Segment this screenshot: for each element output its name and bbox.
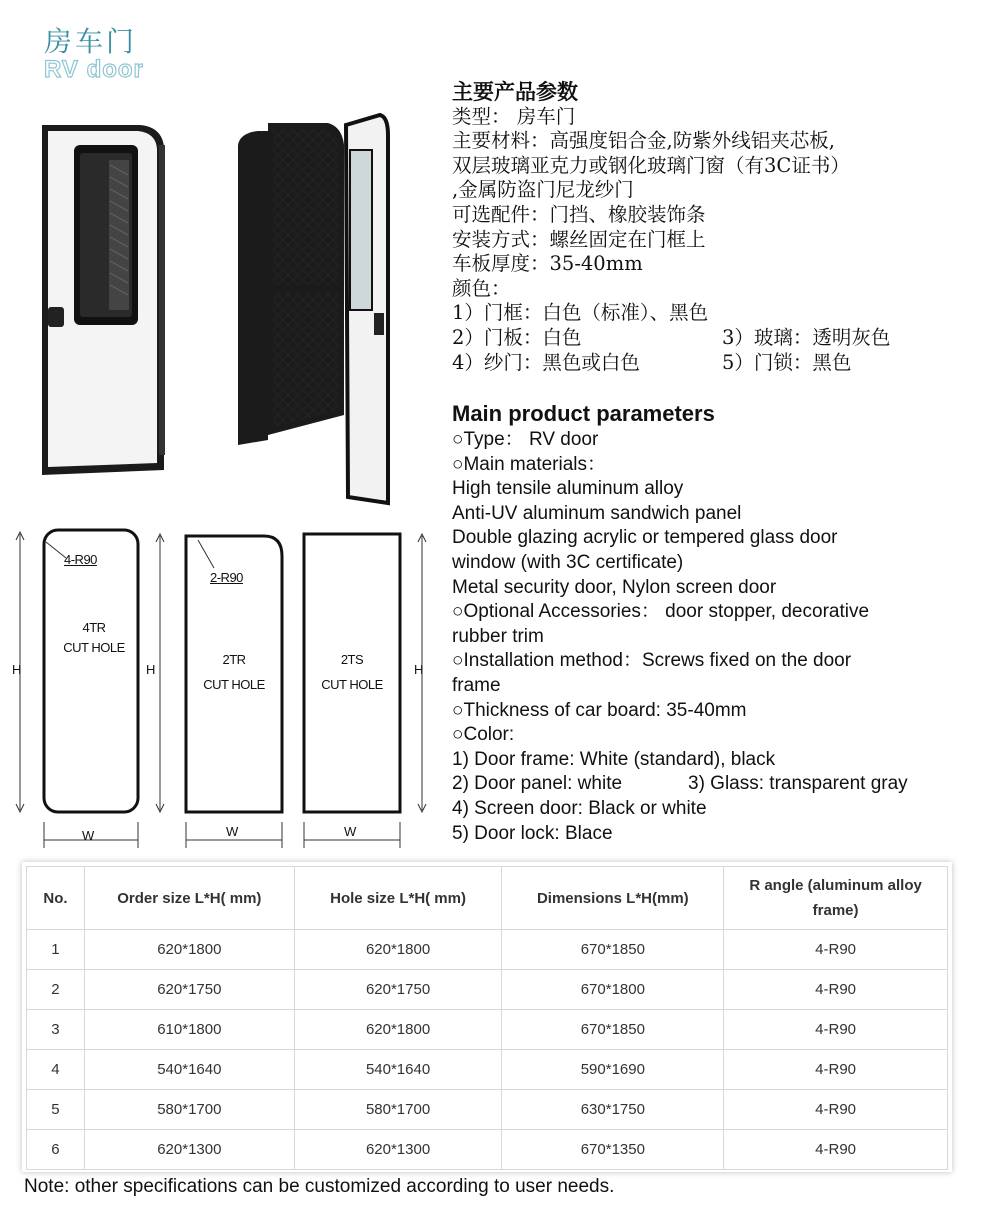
cell-no: 3 xyxy=(27,1010,85,1050)
cell-dimensions: 590*1690 xyxy=(502,1050,724,1090)
corner-radius-label: 2-R90 xyxy=(210,570,243,585)
header-no: No. xyxy=(27,867,85,930)
cn-pair-row xyxy=(452,351,972,376)
cell-hole-size: 620*1800 xyxy=(294,1010,502,1050)
height-label: H xyxy=(146,662,155,677)
table-row xyxy=(27,1130,948,1170)
cell-r-angle: 4-R90 xyxy=(724,1050,948,1090)
cell-dimensions: 670*1850 xyxy=(502,930,724,970)
cell-dimensions: 670*1800 xyxy=(502,970,724,1010)
cell-no: 1 xyxy=(27,930,85,970)
cell-order-size: 620*1300 xyxy=(84,1130,294,1170)
en-line: ○Optional Accessories： door stopper, decorative xyxy=(452,601,870,623)
rv-door-open-image xyxy=(228,105,398,515)
cn-pair-left: 2）门板：白色 xyxy=(452,325,582,349)
header-r-angle: R angle (aluminum alloy frame) xyxy=(724,867,948,930)
en-line: High tensile aluminum alloy xyxy=(452,478,684,500)
cn-pair-right: 3）玻璃：透明灰色 xyxy=(722,325,891,349)
en-line: ○Thickness of car board: 35-40mm xyxy=(452,699,747,721)
cell-dimensions: 670*1350 xyxy=(502,1130,724,1170)
en-line: ○Installation method：Screws fixed on the door xyxy=(452,650,852,672)
en-line: Metal security door, Nylon screen door xyxy=(452,576,777,598)
footnote: Note: other specifications can be customized according to user needs. xyxy=(24,1176,615,1197)
english-parameters xyxy=(452,400,972,846)
cell-hole-size: 620*1750 xyxy=(294,970,502,1010)
cn-line: 双层玻璃亚克力或钢化玻璃门窗（有3C证书） xyxy=(452,153,850,177)
table-row xyxy=(27,1010,948,1050)
en-line: 4) Screen door: Black or white xyxy=(452,797,707,819)
title-english: RV door xyxy=(44,56,144,83)
cn-line: 车板厚度：35-40mm xyxy=(452,252,643,276)
cell-hole-size: 580*1700 xyxy=(294,1090,502,1130)
header-order-size: Order size L*H( mm) xyxy=(84,867,294,930)
cell-order-size: 620*1800 xyxy=(84,930,294,970)
table-row xyxy=(27,1050,948,1090)
en-line: Anti-UV aluminum sandwich panel xyxy=(452,502,742,524)
en-pair-right: 3) Glass: transparent gray xyxy=(688,773,908,795)
en-line: ○Type： RV door xyxy=(452,429,599,450)
chinese-heading: 主要产品参数 xyxy=(452,80,578,104)
cell-order-size: 610*1800 xyxy=(84,1010,294,1050)
cut-hole-text: CUT HOLE xyxy=(203,677,265,692)
header-dimensions: Dimensions L*H(mm) xyxy=(502,867,724,930)
table-row xyxy=(27,970,948,1010)
cn-line: 主要材料：高强度铝合金,防紫外线铝夹芯板, xyxy=(452,129,835,153)
cell-r-angle: 4-R90 xyxy=(724,970,948,1010)
cn-line: 类型： 房车门 xyxy=(452,104,576,128)
rv-door-closed-image xyxy=(30,115,180,485)
cell-no: 2 xyxy=(27,970,85,1010)
en-line: ○Main materials： xyxy=(452,453,607,475)
cell-r-angle: 4-R90 xyxy=(724,930,948,970)
en-line: frame xyxy=(452,674,501,696)
title-chinese: 房车门 xyxy=(44,25,138,58)
cell-no: 6 xyxy=(27,1130,85,1170)
width-label: W xyxy=(344,824,356,839)
en-line: window (with 3C certificate) xyxy=(452,551,684,573)
cell-r-angle: 4-R90 xyxy=(724,1010,948,1050)
chinese-parameters xyxy=(452,80,972,375)
cn-pair-right: 5）门锁：黑色 xyxy=(722,350,852,374)
cell-order-size: 620*1750 xyxy=(84,970,294,1010)
cn-pair-row xyxy=(452,326,972,351)
cell-order-size: 540*1640 xyxy=(84,1050,294,1090)
cell-dimensions: 630*1750 xyxy=(502,1090,724,1130)
spec-table-card xyxy=(22,862,952,1172)
en-line: rubber trim xyxy=(452,625,544,647)
cell-hole-size: 620*1300 xyxy=(294,1130,502,1170)
en-line: Double glazing acrylic or tempered glass door xyxy=(452,527,838,549)
header-hole-size: Hole size L*H( mm) xyxy=(294,867,502,930)
en-line: ○Color: xyxy=(452,724,515,746)
cn-line: 1）门框：白色（标准）、黑色 xyxy=(452,301,709,325)
corner-radius-label: 4-R90 xyxy=(64,552,97,567)
width-label: W xyxy=(226,824,238,839)
en-line: 5) Door lock: Blace xyxy=(452,822,613,844)
cut-hole-model: 2TR xyxy=(222,652,246,667)
table-header-row xyxy=(27,867,948,930)
cell-r-angle: 4-R90 xyxy=(724,1130,948,1170)
cn-pair-left: 4）纱门：黑色或白色 xyxy=(452,350,640,374)
cell-hole-size: 620*1800 xyxy=(294,930,502,970)
cut-hole-model: 4TR xyxy=(82,620,106,635)
table-row xyxy=(27,930,948,970)
en-line: 1) Door frame: White (standard), black xyxy=(452,748,776,770)
cell-order-size: 580*1700 xyxy=(84,1090,294,1130)
cell-no: 4 xyxy=(27,1050,85,1090)
english-heading: Main product parameters xyxy=(452,401,715,426)
cell-dimensions: 670*1850 xyxy=(502,1010,724,1050)
en-pair-left: 2) Door panel: white xyxy=(452,773,623,795)
cell-hole-size: 540*1640 xyxy=(294,1050,502,1090)
height-label: H xyxy=(12,662,21,677)
width-label: W xyxy=(82,828,94,843)
en-pair-row xyxy=(452,772,972,797)
cell-no: 5 xyxy=(27,1090,85,1130)
spec-table xyxy=(26,866,948,1170)
height-label: H xyxy=(414,662,423,677)
cut-hole-model: 2TS xyxy=(340,652,364,667)
cell-r-angle: 4-R90 xyxy=(724,1090,948,1130)
cut-hole-text: CUT HOLE xyxy=(63,640,125,655)
cn-line: 安装方式：螺丝固定在门框上 xyxy=(452,227,706,251)
cn-line: 可选配件：门挡、橡胶装饰条 xyxy=(452,202,706,226)
cn-line: ,金属防盗门尼龙纱门 xyxy=(452,178,634,202)
cn-line: 颜色： xyxy=(452,276,511,300)
table-row xyxy=(27,1090,948,1130)
cut-hole-text: CUT HOLE xyxy=(321,677,383,692)
